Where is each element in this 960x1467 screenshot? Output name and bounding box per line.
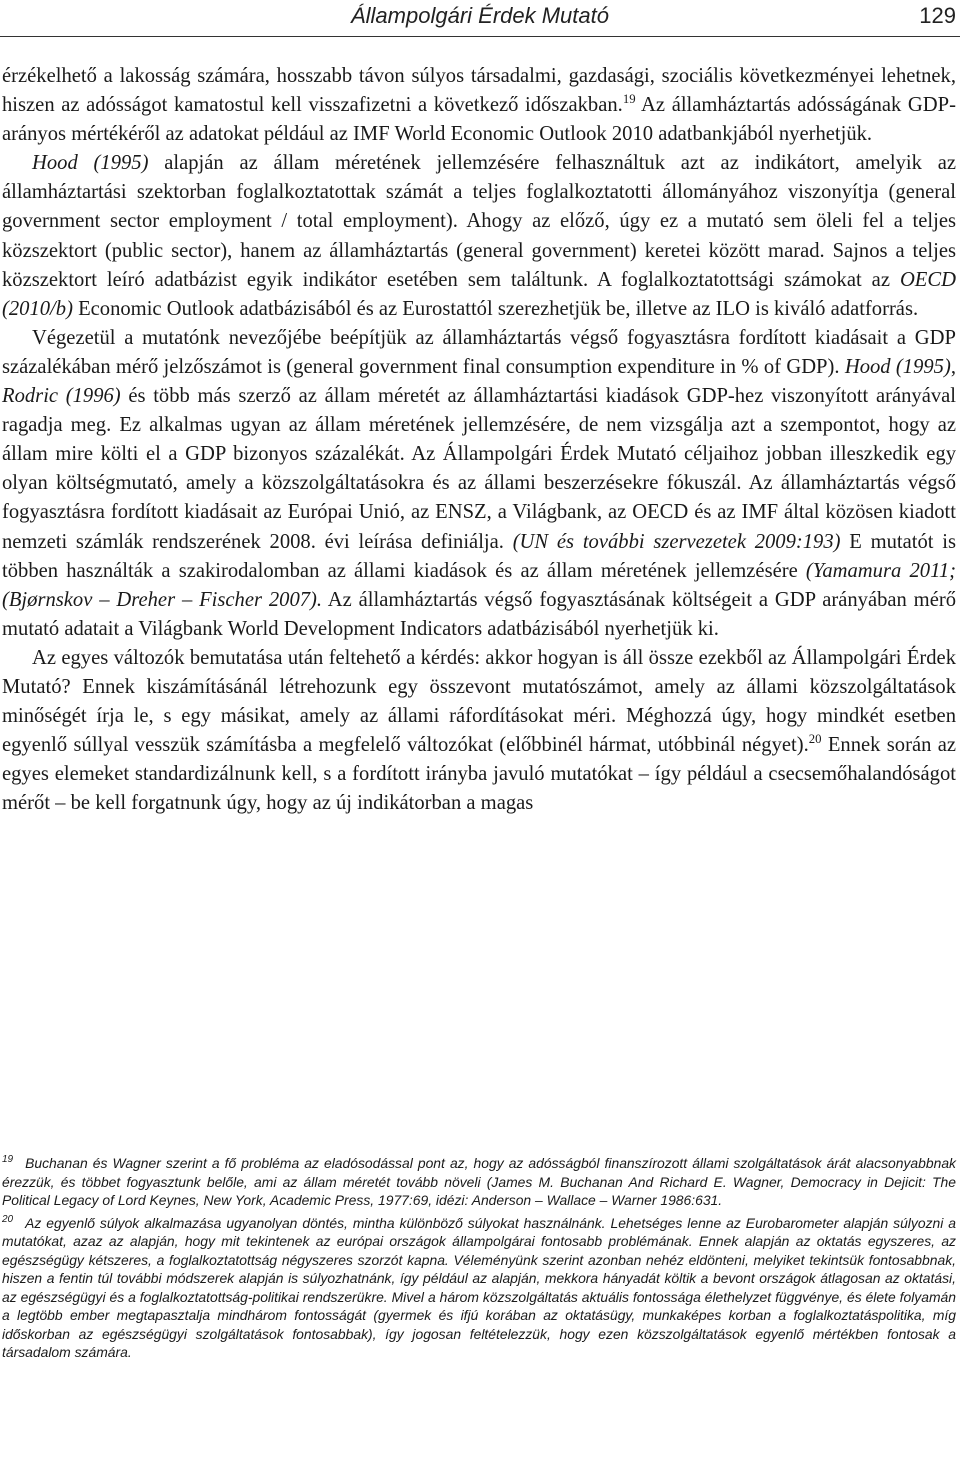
citation-separator: ,	[950, 355, 956, 378]
paragraph-3	[2, 324, 956, 644]
citation-rodric-1996: Rodric (1996)	[2, 385, 121, 408]
paragraph-2-text-b: Economic Outlook adatbázisából és az Eurostattól szerezhetjük be, illetve az ILO is kiváló adatforrás.	[72, 297, 919, 320]
paragraph-1-text-b: Az államháztartás adósságának GDP-arányos mértékéről az adatokat például az IMF World Economic Outlook 2010 adatbankjából nyerhetjük.	[2, 94, 956, 146]
footnotes	[2, 1154, 956, 1366]
paragraph-3-text-c: E mutatót is többen használták a szakirodalomban az állami kiadások és az állam méretének jellemzésére	[2, 530, 957, 582]
running-title: Állampolgári Érdek Mutató	[350, 3, 609, 28]
footnote-ref-20[interactable]: 20	[808, 732, 822, 747]
footnote-ref-19[interactable]: 19	[622, 92, 636, 107]
paragraph-2-text-a: alapján az állam méretének jellemzésére felhasználtuk azt az indikátort, amelyik az államháztartási szektorban foglalkoztatottak számát a teljes foglalkoztatotti állományához viszonyítja (general government sector employment / total employment). Ahogy az előző, úgy ez a mutató sem öleli fel a teljes közszektort (public sector), hanem az államháztartás (general government) keretei között marad. Sajnos a teljes közszektort leíró adatbázist egyik indikátor esetében sem találtunk. A foglalkoztatottsági számokat az	[2, 152, 956, 291]
footnote-20	[2, 1214, 956, 1362]
paragraph-2	[2, 149, 956, 324]
paragraph-3-text-a: Végezetül a mutatónk nevezőjébe beépítjük az államháztartás végső fogyasztásra fordított kiadásait a GDP százalékában mérő jelzőszámot is (general government final consumption expenditure in % of GDP).	[2, 326, 956, 378]
citation-oecd-2010b: OECD (2010/b)	[2, 268, 956, 320]
header-rule	[0, 36, 960, 37]
body-text	[2, 62, 956, 818]
footnote-19	[2, 1154, 956, 1210]
paragraph-1	[2, 62, 956, 149]
paragraph-4-text-b: Ennek során az egyes elemeket standardizálnunk kell, s a fordított irányba javuló mutatókat – így például a csecsemőhalandóságot mérőt – be kell forgatnunk úgy, hogy az új indikátorban a magas	[2, 734, 956, 815]
footnote-19-number: 19	[2, 1154, 14, 1166]
paragraph-3-text-b: és több más szerző az állam méretét az államháztartási kiadások GDP-hez viszonyított arányával ragadja meg. Ez alkalmas ugyan az állam méretének jellemzésére, de nem vizsgálja azt a szempontot, hogy az állam mire költi el a GDP bizonyos százalékát. Az Állampolgári Érdek Mutató céljaihoz jobban illeszkedik egy olyan költségmutató, amely a közszolgáltatásokra és az állami beszerzésekre fókuszál. Az államháztartás végső fogyasztásra fordított kiadásait az Európai Unió, az ENSZ, a Világbank, az OECD és az IMF által közösen kiadott nemzeti számlák rendszerének 2008. évi leírása definiálja.	[2, 385, 956, 553]
footnote-20-number: 20	[2, 1213, 14, 1225]
citation-hood-1995: Hood (1995)	[32, 152, 149, 175]
paragraph-1-text-a: érzékelhető a lakosság számára, hosszabb távon súlyos társadalmi, gazdasági, szociális következményei lehetnek, hiszen az adósságot kamatostul kell visszafizetni a következő időszakban.	[2, 65, 956, 117]
paragraph-4-text-a: Az egyes változók bemutatása után feltehető a kérdés: akkor hogyan is áll össze ezekből az Állampolgári Érdek Mutató? Ennek kiszámításánál létrehozunk egy összevont mutatószámot, amely az állami közszolgáltatások minőségét írja le, s egy másikat, amely az állami ráfordításokat méri. Méghozzá úgy, hogy mindkét esetben egyenlő súllyal vesszük számításba a megfelelő változókat (előbbinél hármat, utóbbinál négyet).	[2, 646, 956, 757]
footnote-19-text: Buchanan és Wagner szerint a fő probléma az eladósodással pont az, hogy az adósságból finanszírozott állami szolgáltatások árát alacsonyabbnak érezzük, és többet fogyasztunk belőle, ami az állam méretét tovább növeli (James M. Buchanan And Richard E. Wagner, Democracy in Dejicit: The Political Legacy of Lord Keynes, New York, Academic Press, 1977:69, idézi: Anderson – Wallace – Warner 1986:631.	[2, 1155, 956, 1208]
footnote-20-text: Az egyenlő súlyok alkalmazása ugyanolyan döntés, mintha különböző súlyokat használnánk. Lehetséges lenne az Eurobarometer alapján súlyozni a mutatókat, azaz az alapján, hogy mit tekintenek az európai országok állampolgárai fontosabb problémának. Ennek alapján az oktatás egyszeres, az egészségügy kétszeres, a foglalkoztatottság négyszeres szorzót kapna. Véleményünk szerint azonban nehéz eldönteni, melyiket tekintsük fontosabbnak, hiszen a fentin túl további módszerek alapján is súlyozhatnánk, így például az alapján, mekkora hányadát költik a bevont országok átlagosan az oktatási, az egészségügyi és a foglalkoztatottság-politikai rendszerükre. Mivel a három közszolgáltatás aktuális fontossága élethelyzet függvénye, és élete folyamán a legtöbb ember megtapasztalja mindhárom fontosságát (gyermek és ifjú korában az oktatásügy, munkaképes korban a foglalkoztatáspolitika, míg időskorban az egészségügyi szolgáltatások fontosabbak), így jogosan feltételezzük, hogy ezen közszolgáltatások egyenlő mértékben fontosak a társadalom számára.	[2, 1214, 956, 1360]
paragraph-4	[2, 644, 956, 819]
citation-hood-1995-b: Hood (1995)	[844, 355, 951, 378]
paragraph-3-text-d: Az államháztartás végső fogyasztásának költségeit a GDP arányában mérő mutató adatait a Világbank World Development Indicators adatbázisából nyerhetjük ki.	[2, 588, 956, 640]
page-header	[0, 0, 960, 36]
citation-yamamura-bjornskov: (Yamamura 2011; (Bjørnskov – Dreher – Fischer 2007).	[2, 559, 957, 611]
page-number: 129	[919, 3, 956, 28]
citation-un-2009: (UN és további szervezetek 2009:193)	[512, 530, 841, 553]
